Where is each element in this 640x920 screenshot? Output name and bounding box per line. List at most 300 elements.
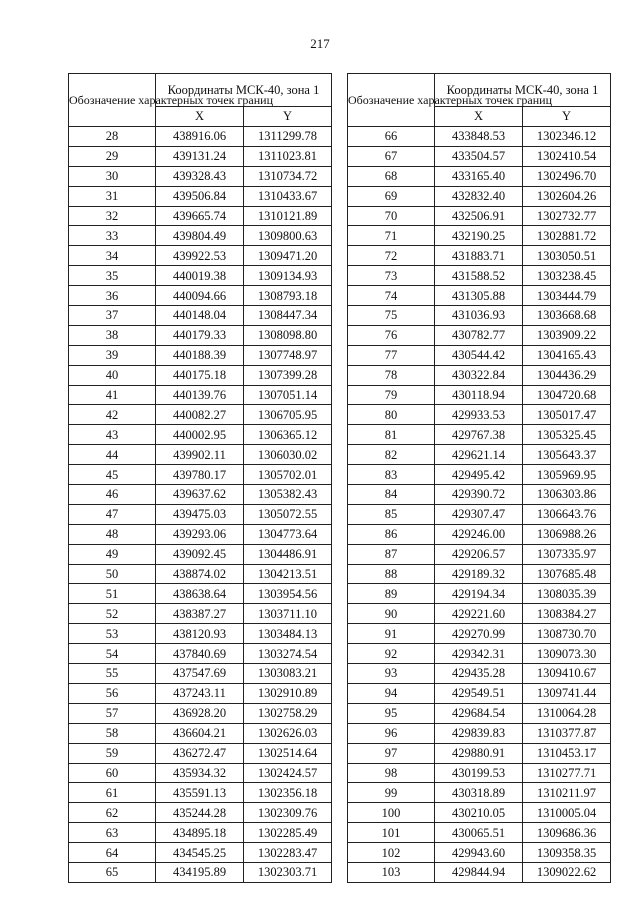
point-number-cell: 67: [348, 146, 435, 166]
x-coordinate-cell: 440139.76: [156, 385, 244, 405]
table-row: [69, 823, 332, 843]
point-number-cell: 44: [69, 445, 156, 465]
table-row: [69, 306, 332, 326]
table-row: [348, 146, 611, 166]
point-number-cell: 43: [69, 425, 156, 445]
y-coordinate-cell: 1306988.26: [523, 524, 611, 544]
x-coordinate-cell: 429495.42: [435, 465, 523, 485]
point-number-cell: 36: [69, 286, 156, 306]
y-column-header: Y: [523, 107, 611, 127]
table-row: [348, 604, 611, 624]
table-row: [69, 743, 332, 763]
point-number-cell: 98: [348, 763, 435, 783]
point-number-cell: 72: [348, 246, 435, 266]
x-coordinate-cell: 440179.33: [156, 325, 244, 345]
y-coordinate-cell: 1306365.12: [244, 425, 332, 445]
y-coordinate-cell: 1308384.27: [523, 604, 611, 624]
y-coordinate-cell: 1302604.26: [523, 186, 611, 206]
x-column-header: X: [435, 107, 523, 127]
table-row: [69, 763, 332, 783]
table-row: [69, 325, 332, 345]
y-coordinate-cell: 1305382.43: [244, 485, 332, 505]
x-coordinate-cell: 438638.64: [156, 584, 244, 604]
table-row: [348, 783, 611, 803]
y-coordinate-cell: 1308730.70: [523, 624, 611, 644]
y-coordinate-cell: 1309686.36: [523, 823, 611, 843]
point-number-cell: 54: [69, 644, 156, 664]
coordinates-table-left: [68, 73, 332, 883]
y-coordinate-cell: 1302732.77: [523, 206, 611, 226]
table-row: [348, 544, 611, 564]
point-number-cell: 87: [348, 544, 435, 564]
point-number-cell: 53: [69, 624, 156, 644]
point-number-cell: 96: [348, 723, 435, 743]
point-number-cell: 41: [69, 385, 156, 405]
coordinates-body-right: [348, 127, 611, 883]
y-coordinate-cell: 1309471.20: [244, 246, 332, 266]
table-row: [69, 385, 332, 405]
x-coordinate-cell: 437840.69: [156, 644, 244, 664]
table-row: [348, 405, 611, 425]
y-coordinate-cell: 1310121.89: [244, 206, 332, 226]
table-row: [69, 664, 332, 684]
y-coordinate-cell: 1302881.72: [523, 226, 611, 246]
y-coordinate-cell: 1310211.97: [523, 783, 611, 803]
table-row: [348, 485, 611, 505]
x-coordinate-cell: 436604.21: [156, 723, 244, 743]
y-coordinate-cell: 1311299.78: [244, 127, 332, 147]
table-row: [348, 644, 611, 664]
point-number-cell: 39: [69, 345, 156, 365]
y-coordinate-cell: 1309410.67: [523, 664, 611, 684]
y-coordinate-cell: 1310734.72: [244, 166, 332, 186]
x-coordinate-cell: 431883.71: [435, 246, 523, 266]
x-coordinate-cell: 429221.60: [435, 604, 523, 624]
y-coordinate-cell: 1307748.97: [244, 345, 332, 365]
y-coordinate-cell: 1309134.93: [244, 266, 332, 286]
y-coordinate-cell: 1302496.70: [523, 166, 611, 186]
x-coordinate-cell: 429767.38: [435, 425, 523, 445]
point-number-cell: 33: [69, 226, 156, 246]
point-number-cell: 99: [348, 783, 435, 803]
x-coordinate-cell: 435934.32: [156, 763, 244, 783]
point-number-cell: 100: [348, 803, 435, 823]
table-row: [69, 703, 332, 723]
y-coordinate-cell: 1304165.43: [523, 345, 611, 365]
point-number-cell: 90: [348, 604, 435, 624]
table-row: [348, 226, 611, 246]
point-number-cell: 50: [69, 564, 156, 584]
table-row: [348, 266, 611, 286]
y-coordinate-cell: 1306705.95: [244, 405, 332, 425]
table-row: [69, 862, 332, 882]
x-coordinate-cell: 439902.11: [156, 445, 244, 465]
point-number-cell: 81: [348, 425, 435, 445]
x-coordinate-cell: 440175.18: [156, 365, 244, 385]
table-row: [348, 524, 611, 544]
y-coordinate-cell: 1305702.01: [244, 465, 332, 485]
y-coordinate-cell: 1305643.37: [523, 445, 611, 465]
y-coordinate-cell: 1303711.10: [244, 604, 332, 624]
point-number-cell: 88: [348, 564, 435, 584]
point-number-cell: 69: [348, 186, 435, 206]
table-row: [348, 703, 611, 723]
y-coordinate-cell: 1308447.34: [244, 306, 332, 326]
table-row: [69, 683, 332, 703]
point-number-cell: 101: [348, 823, 435, 843]
x-coordinate-cell: 436272.47: [156, 743, 244, 763]
table-row: [69, 485, 332, 505]
y-coordinate-cell: 1307399.28: [244, 365, 332, 385]
x-coordinate-cell: 429342.31: [435, 644, 523, 664]
point-designation-header: Обозначение характерных точек границ: [348, 74, 435, 127]
x-coordinate-cell: 432506.91: [435, 206, 523, 226]
table-row: [348, 584, 611, 604]
table-row: [348, 365, 611, 385]
x-coordinate-cell: 433504.57: [435, 146, 523, 166]
table-row: [348, 823, 611, 843]
x-coordinate-cell: 429943.60: [435, 843, 523, 863]
y-coordinate-cell: 1310453.17: [523, 743, 611, 763]
y-coordinate-cell: 1309800.63: [244, 226, 332, 246]
point-number-cell: 52: [69, 604, 156, 624]
x-coordinate-cell: 440094.66: [156, 286, 244, 306]
x-coordinate-cell: 429194.34: [435, 584, 523, 604]
point-number-cell: 89: [348, 584, 435, 604]
x-coordinate-cell: 438120.93: [156, 624, 244, 644]
x-coordinate-cell: 433165.40: [435, 166, 523, 186]
y-coordinate-cell: 1308035.39: [523, 584, 611, 604]
y-coordinate-cell: 1309073.30: [523, 644, 611, 664]
x-coordinate-cell: 439328.43: [156, 166, 244, 186]
point-number-cell: 71: [348, 226, 435, 246]
point-number-cell: 66: [348, 127, 435, 147]
x-coordinate-cell: 439637.62: [156, 485, 244, 505]
x-coordinate-cell: 430318.89: [435, 783, 523, 803]
table-row: [348, 127, 611, 147]
x-coordinate-cell: 429189.32: [435, 564, 523, 584]
x-coordinate-cell: 429621.14: [435, 445, 523, 465]
y-column-header: Y: [244, 107, 332, 127]
y-coordinate-cell: 1302309.76: [244, 803, 332, 823]
table-row: [69, 206, 332, 226]
point-number-cell: 31: [69, 186, 156, 206]
table-row: [69, 584, 332, 604]
y-coordinate-cell: 1304213.51: [244, 564, 332, 584]
y-coordinate-cell: 1305969.95: [523, 465, 611, 485]
y-coordinate-cell: 1302910.89: [244, 683, 332, 703]
y-coordinate-cell: 1304773.64: [244, 524, 332, 544]
y-coordinate-cell: 1302346.12: [523, 127, 611, 147]
table-row: [69, 524, 332, 544]
table-row: [69, 783, 332, 803]
table-row: [69, 843, 332, 863]
point-number-cell: 59: [69, 743, 156, 763]
coordinates-table-right: [347, 73, 611, 883]
table-row: [69, 803, 332, 823]
x-coordinate-cell: 430210.05: [435, 803, 523, 823]
x-coordinate-cell: 429933.53: [435, 405, 523, 425]
table-row: [348, 564, 611, 584]
table-row: [348, 465, 611, 485]
point-number-cell: 79: [348, 385, 435, 405]
point-number-cell: 38: [69, 325, 156, 345]
point-number-cell: 91: [348, 624, 435, 644]
y-coordinate-cell: 1306303.86: [523, 485, 611, 505]
table-row: [348, 385, 611, 405]
point-number-cell: 92: [348, 644, 435, 664]
table-row: [348, 624, 611, 644]
point-number-cell: 62: [69, 803, 156, 823]
x-coordinate-cell: 440002.95: [156, 425, 244, 445]
x-coordinate-cell: 435244.28: [156, 803, 244, 823]
y-coordinate-cell: 1303954.56: [244, 584, 332, 604]
x-coordinate-cell: 432832.40: [435, 186, 523, 206]
x-coordinate-cell: 430782.77: [435, 325, 523, 345]
point-number-cell: 97: [348, 743, 435, 763]
point-number-cell: 40: [69, 365, 156, 385]
y-coordinate-cell: 1307335.97: [523, 544, 611, 564]
y-coordinate-cell: 1303909.22: [523, 325, 611, 345]
point-number-cell: 103: [348, 862, 435, 882]
table-row: [348, 445, 611, 465]
y-coordinate-cell: 1309022.62: [523, 862, 611, 882]
point-number-cell: 58: [69, 723, 156, 743]
y-coordinate-cell: 1302285.49: [244, 823, 332, 843]
x-coordinate-cell: 439780.17: [156, 465, 244, 485]
y-coordinate-cell: 1307685.48: [523, 564, 611, 584]
y-coordinate-cell: 1302410.54: [523, 146, 611, 166]
y-coordinate-cell: 1309358.35: [523, 843, 611, 863]
point-number-cell: 70: [348, 206, 435, 226]
point-number-cell: 74: [348, 286, 435, 306]
y-coordinate-cell: 1309741.44: [523, 683, 611, 703]
table-row: [348, 306, 611, 326]
table-row: [69, 723, 332, 743]
y-coordinate-cell: 1303274.54: [244, 644, 332, 664]
table-row: [69, 425, 332, 445]
table-row: [348, 763, 611, 783]
y-coordinate-cell: 1302758.29: [244, 703, 332, 723]
table-row: [69, 405, 332, 425]
point-number-cell: 102: [348, 843, 435, 863]
y-coordinate-cell: 1310377.87: [523, 723, 611, 743]
table-row: [69, 365, 332, 385]
point-number-cell: 42: [69, 405, 156, 425]
y-coordinate-cell: 1302626.03: [244, 723, 332, 743]
y-coordinate-cell: 1310064.28: [523, 703, 611, 723]
y-coordinate-cell: 1304720.68: [523, 385, 611, 405]
x-coordinate-cell: 434895.18: [156, 823, 244, 843]
page-number: 217: [310, 36, 330, 51]
point-number-cell: 57: [69, 703, 156, 723]
table-row: [69, 146, 332, 166]
x-coordinate-cell: 429390.72: [435, 485, 523, 505]
point-number-cell: 77: [348, 345, 435, 365]
x-coordinate-cell: 429880.91: [435, 743, 523, 763]
x-coordinate-cell: 429435.28: [435, 664, 523, 684]
x-coordinate-cell: 429844.94: [435, 862, 523, 882]
table-row: [348, 843, 611, 863]
table-row: [348, 345, 611, 365]
point-number-cell: 37: [69, 306, 156, 326]
y-coordinate-cell: 1302303.71: [244, 862, 332, 882]
point-number-cell: 63: [69, 823, 156, 843]
point-number-cell: 68: [348, 166, 435, 186]
point-designation-header: Обозначение характерных точек границ: [69, 74, 156, 127]
y-coordinate-cell: 1305072.55: [244, 504, 332, 524]
table-row: [69, 345, 332, 365]
x-coordinate-cell: 440019.38: [156, 266, 244, 286]
y-coordinate-cell: 1308098.80: [244, 325, 332, 345]
y-coordinate-cell: 1304436.29: [523, 365, 611, 385]
x-column-header: X: [156, 107, 244, 127]
point-number-cell: 80: [348, 405, 435, 425]
y-coordinate-cell: 1310277.71: [523, 763, 611, 783]
y-coordinate-cell: 1303668.68: [523, 306, 611, 326]
y-coordinate-cell: 1303083.21: [244, 664, 332, 684]
y-coordinate-cell: 1303484.13: [244, 624, 332, 644]
x-coordinate-cell: 430322.84: [435, 365, 523, 385]
table-row: [348, 246, 611, 266]
y-coordinate-cell: 1302514.64: [244, 743, 332, 763]
table-row: [69, 166, 332, 186]
x-coordinate-cell: 429307.47: [435, 504, 523, 524]
x-coordinate-cell: 438874.02: [156, 564, 244, 584]
point-number-cell: 30: [69, 166, 156, 186]
x-coordinate-cell: 438387.27: [156, 604, 244, 624]
x-coordinate-cell: 429206.57: [435, 544, 523, 564]
table-row: [348, 425, 611, 445]
x-coordinate-cell: 440188.39: [156, 345, 244, 365]
y-coordinate-cell: 1302283.47: [244, 843, 332, 863]
point-number-cell: 78: [348, 365, 435, 385]
x-coordinate-cell: 439293.06: [156, 524, 244, 544]
point-number-cell: 35: [69, 266, 156, 286]
point-number-cell: 95: [348, 703, 435, 723]
table-row: [69, 286, 332, 306]
point-number-cell: 47: [69, 504, 156, 524]
x-coordinate-cell: 429549.51: [435, 683, 523, 703]
y-coordinate-cell: 1311023.81: [244, 146, 332, 166]
table-row: [348, 325, 611, 345]
table-row: [69, 266, 332, 286]
x-coordinate-cell: 439092.45: [156, 544, 244, 564]
point-number-cell: 32: [69, 206, 156, 226]
point-number-cell: 48: [69, 524, 156, 544]
x-coordinate-cell: 432190.25: [435, 226, 523, 246]
y-coordinate-cell: 1305017.47: [523, 405, 611, 425]
table-row: [348, 186, 611, 206]
point-number-cell: 65: [69, 862, 156, 882]
table-row: [348, 206, 611, 226]
y-coordinate-cell: 1306030.02: [244, 445, 332, 465]
table-row: [69, 504, 332, 524]
point-number-cell: 85: [348, 504, 435, 524]
y-coordinate-cell: 1307051.14: [244, 385, 332, 405]
table-row: [348, 504, 611, 524]
x-coordinate-cell: 439506.84: [156, 186, 244, 206]
x-coordinate-cell: 436928.20: [156, 703, 244, 723]
table-row: [348, 683, 611, 703]
y-coordinate-cell: 1303444.79: [523, 286, 611, 306]
y-coordinate-cell: 1302424.57: [244, 763, 332, 783]
table-row: [69, 465, 332, 485]
coordinate-system-header: Координаты МСК-40, зона 1: [156, 74, 332, 107]
table-row: [69, 445, 332, 465]
table-row: [348, 743, 611, 763]
point-number-cell: 46: [69, 485, 156, 505]
table-row: [69, 544, 332, 564]
x-coordinate-cell: 431036.93: [435, 306, 523, 326]
point-number-cell: 28: [69, 127, 156, 147]
y-coordinate-cell: 1310433.67: [244, 186, 332, 206]
point-number-cell: 83: [348, 465, 435, 485]
point-number-cell: 56: [69, 683, 156, 703]
x-coordinate-cell: 438916.06: [156, 127, 244, 147]
table-row: [348, 803, 611, 823]
x-coordinate-cell: 439131.24: [156, 146, 244, 166]
coordinates-body-left: [69, 127, 332, 883]
table-row: [69, 186, 332, 206]
x-coordinate-cell: 429839.83: [435, 723, 523, 743]
point-number-cell: 34: [69, 246, 156, 266]
x-coordinate-cell: 437243.11: [156, 683, 244, 703]
point-number-cell: 73: [348, 266, 435, 286]
table-row: [69, 246, 332, 266]
table-row: [69, 644, 332, 664]
y-coordinate-cell: 1308793.18: [244, 286, 332, 306]
point-number-cell: 60: [69, 763, 156, 783]
table-row: [348, 286, 611, 306]
table-row: [69, 604, 332, 624]
x-coordinate-cell: 439665.74: [156, 206, 244, 226]
x-coordinate-cell: 429270.99: [435, 624, 523, 644]
y-coordinate-cell: 1306643.76: [523, 504, 611, 524]
x-coordinate-cell: 439922.53: [156, 246, 244, 266]
y-coordinate-cell: 1303238.45: [523, 266, 611, 286]
table-row: [69, 624, 332, 644]
point-number-cell: 29: [69, 146, 156, 166]
x-coordinate-cell: 435591.13: [156, 783, 244, 803]
x-coordinate-cell: 440148.04: [156, 306, 244, 326]
x-coordinate-cell: 429246.00: [435, 524, 523, 544]
x-coordinate-cell: 429684.54: [435, 703, 523, 723]
point-number-cell: 49: [69, 544, 156, 564]
point-number-cell: 51: [69, 584, 156, 604]
x-coordinate-cell: 439475.03: [156, 504, 244, 524]
point-number-cell: 75: [348, 306, 435, 326]
y-coordinate-cell: 1305325.45: [523, 425, 611, 445]
x-coordinate-cell: 431305.88: [435, 286, 523, 306]
table-row: [348, 664, 611, 684]
point-number-cell: 61: [69, 783, 156, 803]
x-coordinate-cell: 430118.94: [435, 385, 523, 405]
table-row: [348, 166, 611, 186]
table-row: [69, 564, 332, 584]
x-coordinate-cell: 434195.89: [156, 862, 244, 882]
x-coordinate-cell: 431588.52: [435, 266, 523, 286]
x-coordinate-cell: 433848.53: [435, 127, 523, 147]
y-coordinate-cell: 1302356.18: [244, 783, 332, 803]
x-coordinate-cell: 440082.27: [156, 405, 244, 425]
y-coordinate-cell: 1310005.04: [523, 803, 611, 823]
point-number-cell: 84: [348, 485, 435, 505]
x-coordinate-cell: 430199.53: [435, 763, 523, 783]
x-coordinate-cell: 430544.42: [435, 345, 523, 365]
point-number-cell: 93: [348, 664, 435, 684]
point-number-cell: 64: [69, 843, 156, 863]
